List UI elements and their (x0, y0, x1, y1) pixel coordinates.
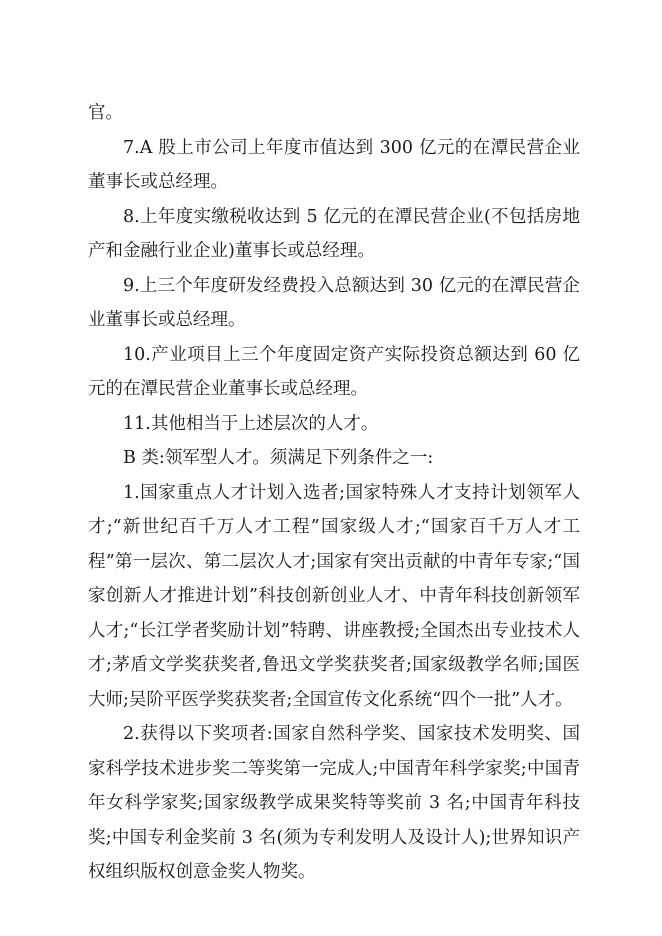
paragraph-item-10: 10.产业项目上三个年度固定资产实际投资总额达到 60 亿元的在潭民营企业董事长或总经理。 (88, 344, 580, 399)
section-heading-b: B 类:领军型人才。须满足下列条件之一: (123, 448, 434, 468)
paragraph-b-item-1: 1.国家重点人才计划入选者;国家特殊人才支持计划领军人才;“新世纪百千万人才工程”国家级人才;“国家百千万人才工程”第一层次、第二层次人才;国家有突出贡献的中青年专家;“国家创新人才推进计划”科技创新创业人才、中青年科技创新领军人才;“长江学者奖励计划”特聘、讲座教授;全国杰出专业技术人才;茅盾文学奖获奖者,鲁迅文学奖获奖者;国家级教学名师;国医大师;吴阶平医学奖获奖者;全国宣传文化系统“四个一批”人才。 (88, 482, 580, 710)
paragraph-item-11: 11.其他相当于上述层次的人才。 (123, 413, 379, 434)
document-page (88, 96, 580, 890)
paragraph-item-9: 9.上三个年度研发经费投入总额达到 30 亿元的在潭民营企业董事长或总经理。 (88, 275, 580, 330)
paragraph-b-item-2: 2.获得以下奖项者:国家自然科学奖、国家技术发明奖、国家科学技术进步奖二等奖第一完成人;中国青年科学家奖;中国青年女科学家奖;国家级教学成果奖特等奖前 3 名;中国青年科技奖;中国专利金奖前 3 名(须为专利发明人及设计人);世界知识产权组织版权创意金奖人物奖。 (88, 724, 580, 882)
paragraph-item-7: 7.A 股上市公司上年度市值达到 300 亿元的在潭民营企业董事长或总经理。 (88, 137, 580, 192)
paragraph-item-8: 8.上年度实缴税收达到 5 亿元的在潭民营企业(不包括房地产和金融行业企业)董事长或总经理。 (88, 206, 580, 261)
paragraph-continuation: 官。 (88, 103, 123, 123)
